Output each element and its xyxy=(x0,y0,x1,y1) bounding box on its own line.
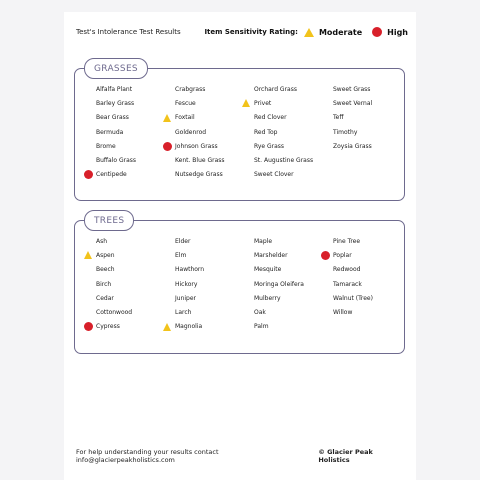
list-item xyxy=(321,96,400,110)
item-label: Teff xyxy=(333,114,344,122)
rating-icon-slot xyxy=(163,142,175,151)
list-item xyxy=(242,82,321,96)
item-label: Tamarack xyxy=(333,280,362,288)
item-label: Barley Grass xyxy=(96,99,135,107)
item-label: Bermuda xyxy=(96,128,124,136)
moderate-triangle-icon xyxy=(163,114,171,122)
list-item xyxy=(84,263,163,277)
list-item xyxy=(242,263,321,277)
list-item xyxy=(321,111,400,125)
high-circle-icon xyxy=(84,322,93,331)
list-item xyxy=(242,291,321,305)
rating-icon-slot xyxy=(163,323,175,331)
list-item xyxy=(242,277,321,291)
item-label: Mulberry xyxy=(254,294,281,302)
item-label: Zoysia Grass xyxy=(333,142,372,150)
item-label: Willow xyxy=(333,309,353,317)
item-label: Sweet Clover xyxy=(254,171,294,179)
help-text: For help understanding your results contact info@glacierpeakholistics.com xyxy=(76,448,219,464)
item-label: Centipede xyxy=(96,171,127,179)
list-item xyxy=(321,168,400,182)
item-label: Cottonwood xyxy=(96,309,133,317)
item-label: Fescue xyxy=(175,99,196,107)
list-item xyxy=(84,291,163,305)
list-item xyxy=(84,111,163,125)
item-label: Hawthorn xyxy=(175,266,205,274)
list-item xyxy=(321,305,400,319)
list-item xyxy=(163,248,242,262)
item-label: Redwood xyxy=(333,266,361,274)
list-item xyxy=(242,168,321,182)
list-item xyxy=(321,320,400,334)
list-item xyxy=(242,305,321,319)
high-circle-icon xyxy=(372,27,382,37)
list-item xyxy=(84,305,163,319)
header-bar xyxy=(76,25,408,39)
high-circle-icon xyxy=(321,251,330,260)
list-item xyxy=(321,263,400,277)
item-label: Elder xyxy=(175,237,191,245)
list-item xyxy=(321,277,400,291)
high-circle-icon xyxy=(163,142,172,151)
item-label: Moringa Oleifera xyxy=(254,280,304,288)
item-label: Goldenrod xyxy=(175,128,207,136)
list-item xyxy=(84,234,163,248)
item-label: Bear Grass xyxy=(96,114,129,122)
legend-high-label: High xyxy=(387,27,408,37)
list-item xyxy=(84,248,163,262)
item-label: Alfalfa Plant xyxy=(96,85,133,93)
moderate-triangle-icon xyxy=(242,99,250,107)
item-label: Marshelder xyxy=(254,251,288,259)
item-label: Larch xyxy=(175,309,192,317)
item-label: Buffalo Grass xyxy=(96,157,137,165)
item-label: Foxtail xyxy=(175,114,195,122)
item-label: Elm xyxy=(175,251,187,259)
sensitivity-legend xyxy=(204,27,408,37)
item-label: Kent. Blue Grass xyxy=(175,157,225,165)
legend-moderate-label: Moderate xyxy=(318,27,363,37)
list-item xyxy=(321,153,400,167)
list-item xyxy=(84,82,163,96)
item-label: Juniper xyxy=(175,294,197,302)
list-item xyxy=(242,248,321,262)
list-item xyxy=(163,82,242,96)
list-item xyxy=(163,125,242,139)
item-label: Red Top xyxy=(254,128,278,136)
item-label: Sweet Grass xyxy=(333,85,371,93)
list-item xyxy=(163,96,242,110)
list-item xyxy=(242,96,321,110)
item-label: Privet xyxy=(254,99,272,107)
item-label: Magnolia xyxy=(175,323,203,331)
moderate-triangle-icon xyxy=(304,28,314,37)
list-item xyxy=(84,125,163,139)
list-item xyxy=(84,139,163,153)
item-label: Pine Tree xyxy=(333,237,361,245)
list-item xyxy=(84,96,163,110)
item-label: St. Augustine Grass xyxy=(254,157,314,165)
item-label: Oak xyxy=(254,309,266,317)
item-label: Nutsedge Grass xyxy=(175,171,223,179)
item-label: Palm xyxy=(254,323,269,331)
item-label: Johnson Grass xyxy=(175,142,218,150)
list-item xyxy=(321,139,400,153)
brand-copyright: © Glacier Peak Holistics xyxy=(318,448,373,464)
list-item xyxy=(163,291,242,305)
rating-icon-slot xyxy=(163,114,175,122)
list-item xyxy=(242,111,321,125)
moderate-triangle-icon xyxy=(84,251,92,259)
grasses-section xyxy=(74,63,405,201)
list-item xyxy=(163,277,242,291)
list-item xyxy=(163,153,242,167)
rating-icon-slot xyxy=(321,251,333,260)
item-label: Beech xyxy=(96,266,115,274)
list-item xyxy=(242,153,321,167)
grasses-grid xyxy=(84,82,404,182)
item-label: Brome xyxy=(96,142,116,150)
list-item xyxy=(163,320,242,334)
trees-grid xyxy=(84,234,404,334)
list-item xyxy=(163,234,242,248)
list-item xyxy=(163,305,242,319)
list-item xyxy=(84,320,163,334)
legend-label: Item Sensitivity Rating: xyxy=(204,28,298,36)
list-item xyxy=(84,277,163,291)
rating-icon-slot xyxy=(84,322,96,331)
item-label: Cedar xyxy=(96,294,114,302)
item-label: Birch xyxy=(96,280,112,288)
item-label: Poplar xyxy=(333,251,352,259)
rating-icon-slot xyxy=(84,251,96,259)
section-label-trees: TREES xyxy=(84,210,134,231)
list-item xyxy=(321,234,400,248)
item-label: Crabgrass xyxy=(175,85,206,93)
list-item xyxy=(84,168,163,182)
item-label: Timothy xyxy=(333,128,358,136)
item-label: Mesquite xyxy=(254,266,282,274)
item-label: Maple xyxy=(254,237,273,245)
item-label: Aspen xyxy=(96,251,115,259)
list-item xyxy=(242,320,321,334)
list-item xyxy=(321,291,400,305)
list-item xyxy=(163,111,242,125)
item-label: Rye Grass xyxy=(254,142,285,150)
list-item xyxy=(163,263,242,277)
list-item xyxy=(321,82,400,96)
list-item xyxy=(242,125,321,139)
list-item xyxy=(242,139,321,153)
list-item xyxy=(321,125,400,139)
moderate-triangle-icon xyxy=(163,323,171,331)
item-label: Hickory xyxy=(175,280,198,288)
results-page xyxy=(64,12,416,480)
high-circle-icon xyxy=(84,170,93,179)
footer xyxy=(76,448,406,464)
item-label: Walnut (Tree) xyxy=(333,294,373,302)
list-item xyxy=(84,153,163,167)
list-item xyxy=(163,168,242,182)
page-title: Test's Intolerance Test Results xyxy=(76,28,181,36)
trees-section xyxy=(74,215,405,354)
list-item xyxy=(242,234,321,248)
rating-icon-slot xyxy=(84,170,96,179)
list-item xyxy=(163,139,242,153)
list-item xyxy=(321,248,400,262)
item-label: Ash xyxy=(96,237,108,245)
item-label: Red Clover xyxy=(254,114,287,122)
section-label-grasses: GRASSES xyxy=(84,58,148,79)
rating-icon-slot xyxy=(242,99,254,107)
item-label: Cypress xyxy=(96,323,120,331)
item-label: Orchard Grass xyxy=(254,85,297,93)
item-label: Sweet Vernal xyxy=(333,99,373,107)
